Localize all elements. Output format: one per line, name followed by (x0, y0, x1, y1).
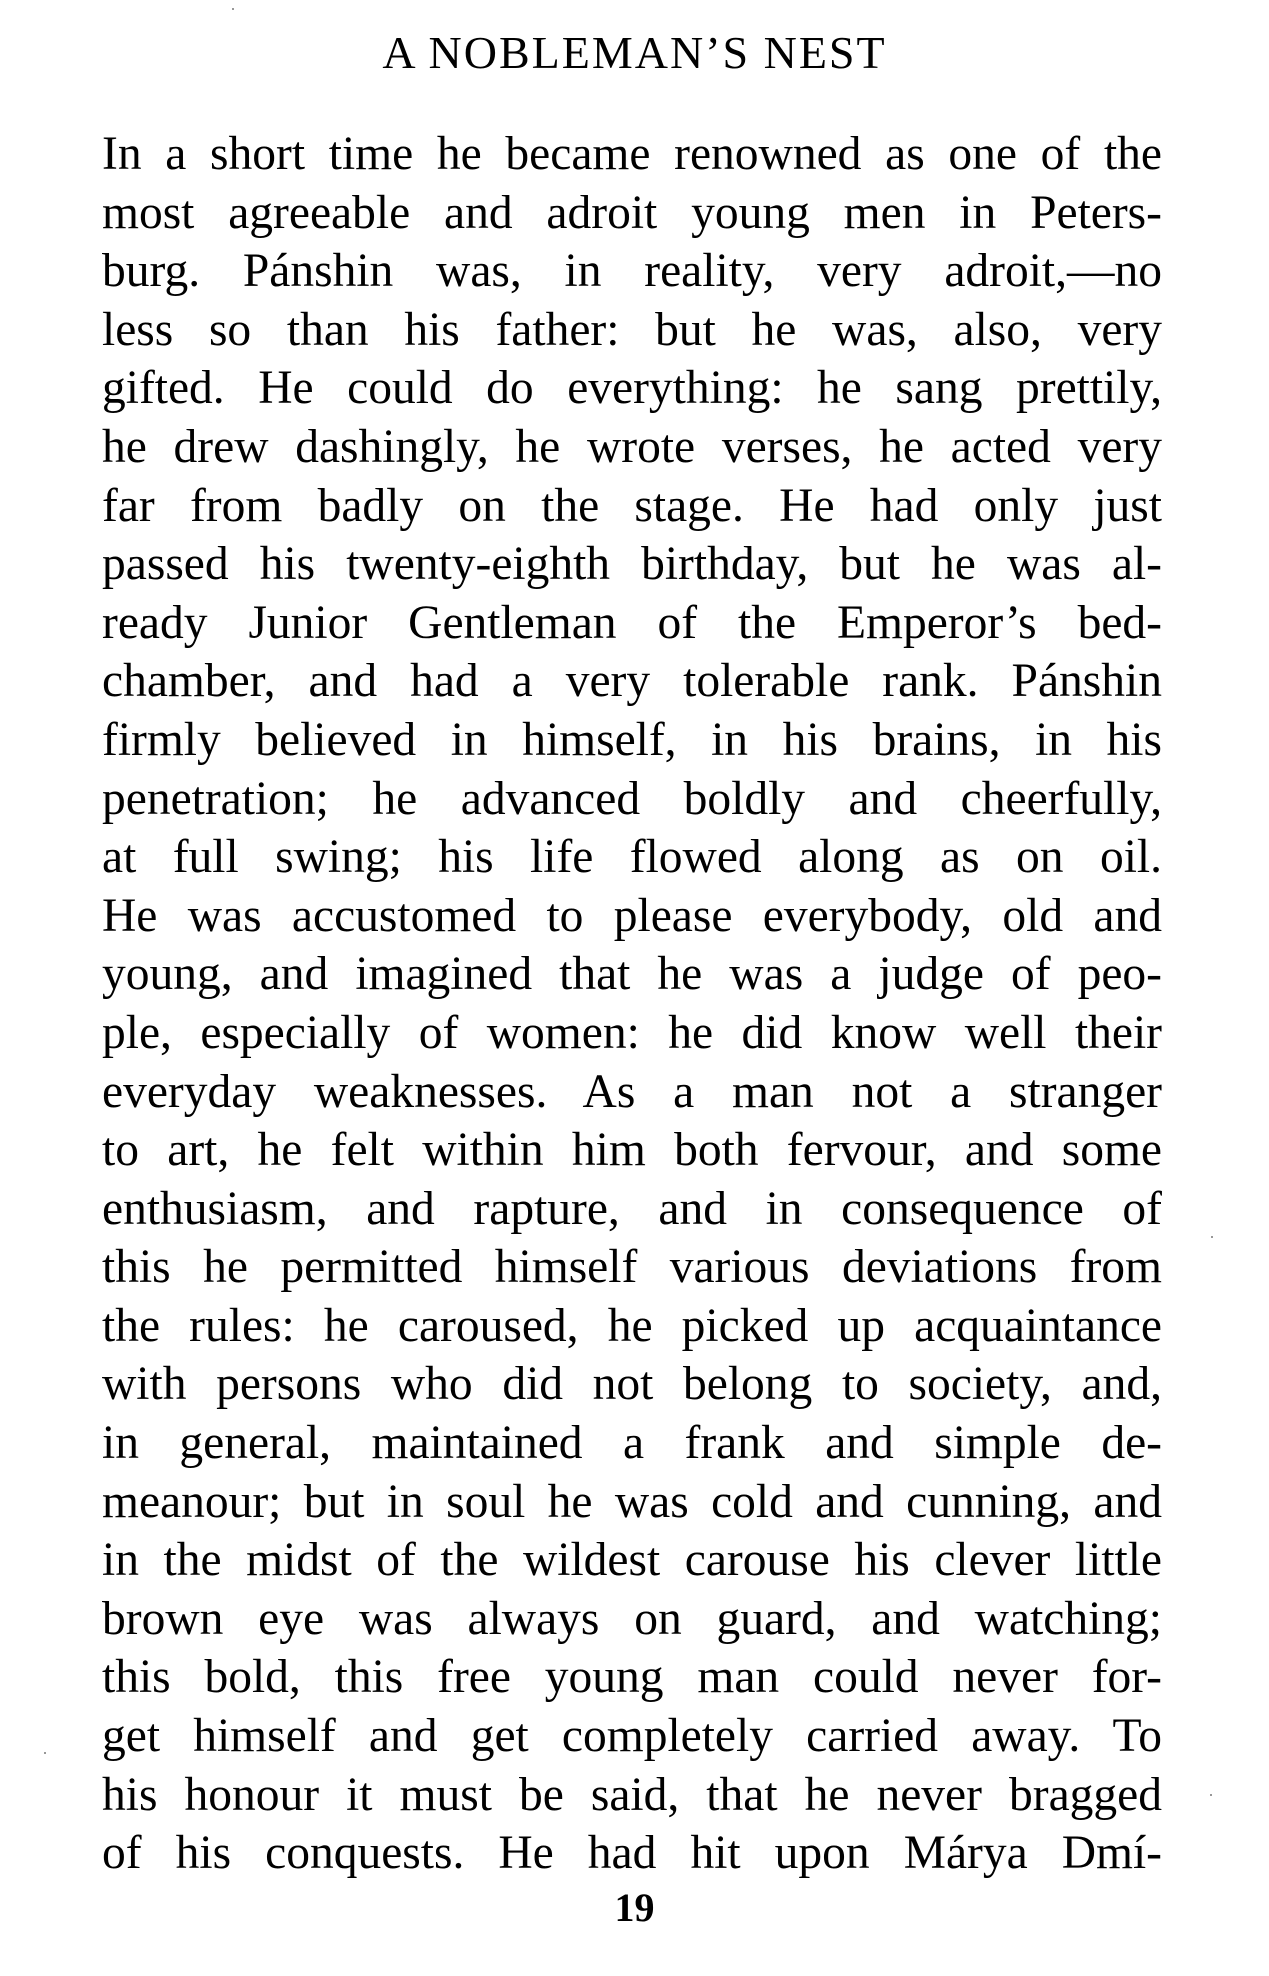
text-line: burg. Pánshin was, in reality, very adroit,—no (102, 245, 1162, 298)
text-line: this bold, this free young man could never for- (102, 1651, 1162, 1704)
text-line: far from badly on the stage. He had only just (102, 479, 1162, 532)
text-line: enthusiasm, and rapture, and in consequence of (102, 1182, 1162, 1235)
scan-speck (44, 1752, 46, 1754)
text-line: ple, especially of women: he did know well their (102, 1006, 1162, 1059)
scan-speck (1211, 1236, 1213, 1238)
text-line: He was accustomed to please everybody, old and (102, 889, 1162, 942)
body-text (102, 125, 1162, 1883)
text-line: this he permitted himself various deviations from (102, 1241, 1162, 1294)
text-line: the rules: he caroused, he picked up acquaintance (102, 1299, 1162, 1352)
text-line: his honour it must be said, that he never bragged (102, 1768, 1162, 1821)
text-line: he drew dashingly, he wrote verses, he acted very (102, 420, 1162, 473)
text-line: most agreeable and adroit young men in Peters- (102, 186, 1162, 239)
text-line: with persons who did not belong to society, and, (102, 1358, 1162, 1411)
text-line: in general, maintained a frank and simple de- (102, 1417, 1162, 1470)
text-line: get himself and get completely carried away. To (102, 1710, 1162, 1763)
text-line: young, and imagined that he was a judge of peo- (102, 948, 1162, 1001)
text-line: firmly believed in himself, in his brains, in his (102, 713, 1162, 766)
text-line: of his conquests. He had hit upon Márya Dmí- (102, 1827, 1162, 1880)
running-head: A NOBLEMAN’S NEST (382, 27, 887, 78)
text-line: to art, he felt within him both fervour, and some (102, 1124, 1162, 1177)
scan-speck (1210, 1794, 1212, 1796)
text-line: brown eye was always on guard, and watching; (102, 1592, 1162, 1645)
scan-speck (232, 8, 234, 10)
text-line: In a short time he became renowned as one of the (102, 128, 1162, 180)
text-line: ready Junior Gentleman of the Emperor’s bed- (102, 596, 1162, 649)
text-line: penetration; he advanced boldly and cheerfully, (102, 772, 1162, 825)
text-line: chamber, and had a very tolerable rank. Pánshin (102, 655, 1162, 708)
text-line: in the midst of the wildest carouse his clever little (102, 1534, 1162, 1587)
text-line: passed his twenty-eighth birthday, but he was al- (102, 538, 1162, 591)
text-line: gifted. He could do everything: he sang prettily, (102, 362, 1162, 415)
text-line: less so than his father: but he was, also, very (102, 303, 1162, 356)
text-line: meanour; but in soul he was cold and cunning, and (102, 1475, 1162, 1528)
text-line: at full swing; his life flowed along as on oil. (102, 831, 1162, 884)
text-line: everyday weaknesses. As a man not a stranger (102, 1065, 1162, 1118)
page-number: 19 (614, 1885, 655, 1930)
